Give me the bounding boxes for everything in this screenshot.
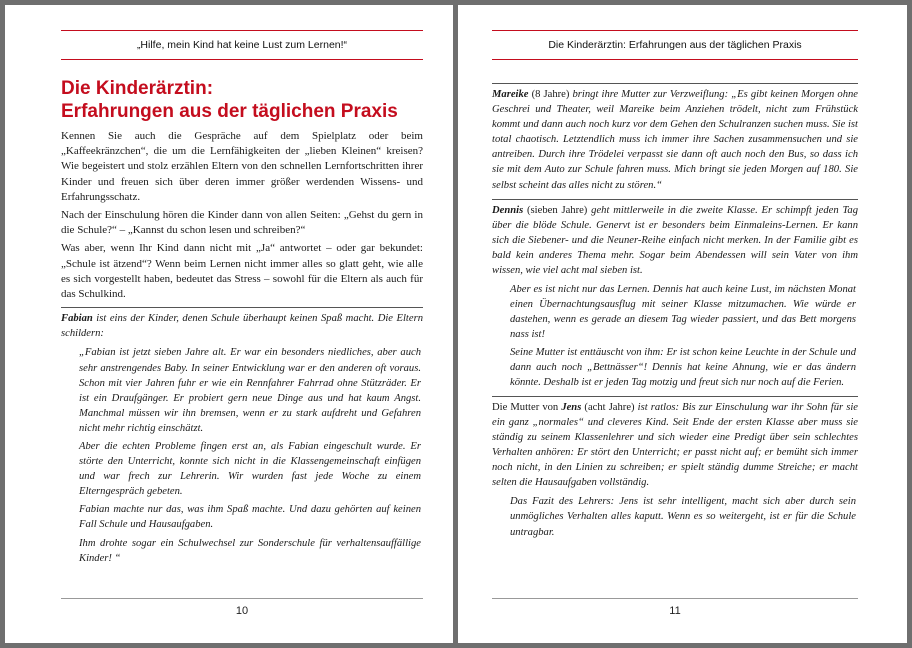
paragraph: Nach der Einschulung hören die Kinder dann von allen Seiten: „Gehst du gern in die Schule?“ – „Kannst du schon lesen und schreiben?“: [61, 209, 423, 237]
quote-paragraph: Aber es ist nicht nur das Lernen. Dennis hat auch keine Lust, im nächsten Monat einen Übernachtungsausflug mit seiner Klasse mitzumachen. Wie würde er dastehen, wenn es gerade an diesem Tag wieder passiert, und das Bett morgens nass ist!: [510, 284, 856, 341]
case-body: bringt ihre Mutter zur Verzweiflung: „Es gibt keinen Morgen ohne Geschrei und Theater, weil Mareike beim Anziehen trödelt, nicht zum Frühstück kommt und dann auch noch kurz vor dem Gehen den Schulranzen suchen muss. Sie ist total chaotisch. Letztendlich muss ich immer ihre Sachen zusammensuchen und sie antreiben. Durch ihre Trödelei verpasst sie dann oft auch noch den Bus, so dass ich sie mit dem Auto zur Schule fahren muss. Mich bringt sie jeden Morgen auf 180. Sie selbst scheint das alles nicht zu stören.“: [492, 89, 858, 191]
case-name: Fabian: [61, 313, 93, 325]
quote-paragraph: Ihm drohte sogar ein Schulwechsel zur Sonderschule für verhaltensauffällige Kinder! “: [79, 537, 421, 564]
case-intro-text: ist eins der Kinder, denen Schule überhaupt keinen Spaß macht. Die Eltern schildern:: [61, 313, 423, 340]
paragraph: Kennen Sie auch die Gespräche auf dem Spielplatz oder beim „Kaffeekränzchen“, die um die Lernfähigkeiten der „lieben Kleinen“ kreisen? Wie begeistert und stolz erzählen Eltern von den schnellen Lernfortschritten ihrer Kinder und freuen sich über deren immer größer werdenden Wissens- und Erfahrungsschatz.: [61, 130, 423, 203]
chapter-title: [61, 77, 423, 123]
case-fabian: [61, 307, 423, 566]
chapter-title-line-1: Die Kinderärztin:: [61, 78, 214, 99]
quote-paragraph: „Fabian ist jetzt sieben Jahre alt. Er war ein besonders niedliches, aber auch sehr anstrengendes Baby. In seiner Entwicklung war er den anderen oft voraus. Schon mit vier Jahren fuhr er wie ein Rennfahrer Fahrrad ohne Stützräder. Er ist ein Draufgänger. Er probiert gern neue Dinge aus und hat kaum Angst. Manchmal müssen wir ihn bremsen, wenn er zu stark aufdreht und Gefahren nicht mehr richtig einschätzt.: [79, 347, 421, 434]
case-text: [492, 203, 858, 278]
case-name: Jens: [561, 401, 582, 413]
page-number: 10: [61, 598, 423, 622]
case-name: Dennis: [492, 204, 524, 216]
case-dennis: [492, 199, 858, 390]
case-body: ist ratlos: Bis zur Einschulung war ihr Sohn für sie ein ganz „normales“ und cleveres Kind. Seit Ende der ersten Klasse aber muss sie ständig zu seinem Klassenlehrer und sich wieder eine Predigt über sein schlechtes Verhalten anhören: Er stört den Unterricht; er passt nicht auf; er bemüht sich immer noch nicht, in den Linien zu schreiben; er spielt ständig dumme Streiche; er macht selten die Hausaufgaben vollständig.: [492, 401, 858, 489]
case-pre: Die Mutter von: [492, 401, 562, 413]
running-header: „Hilfe, mein Kind hat keine Lust zum Lernen!“: [61, 30, 423, 60]
left-page: [5, 5, 453, 643]
case-text: [492, 87, 858, 193]
quote-paragraph: Seine Mutter ist enttäuscht von ihm: Er ist schon keine Leuchte in der Schule und dann auch noch „Bettnässer“! Dennis hat keine Ahnung, wie er das ändern könnte. Deshalb ist er jeden Tag motzig und freut sich nur noch auf die Ferien.: [510, 346, 856, 388]
case-mareike: [492, 83, 858, 193]
page-content: [492, 83, 858, 540]
case-name: Mareike: [492, 89, 529, 100]
quote-paragraph: Aber die echten Probleme fingen erst an, als Fabian eingeschult wurde. Er störte den Unterricht, konnte sich nicht in die Klassengemeinschaft einfügen und war frech zur Lehrerin. Wir wurden fast jede Woche zu einem Elterngespräch gebeten.: [79, 440, 421, 498]
right-page: [458, 5, 907, 643]
paragraph: Was aber, wenn Ihr Kind dann nicht mit „Ja“ antwortet – oder gar bekundet: „Schule ist ätzend“? Wenn beim Lernen nicht immer alles so glatt geht, wie alle es sich vorgestellt haben, bedeutet das Stress – sowohl für die Eltern als auch für das Schulkind.: [61, 242, 423, 301]
case-text: [492, 400, 858, 491]
case-age: (sieben Jahre): [523, 204, 588, 216]
case-intro: [61, 311, 423, 341]
chapter-title-line-2: Erfahrungen aus der täglichen Praxis: [61, 101, 398, 122]
page-content: [61, 77, 423, 566]
quote-paragraph: Das Fazit des Lehrers: Jens ist sehr intelligent, macht sich aber durch sein unmögliches Verhalten alles kaputt. Wenn es so weitergeht, ist er für die Schule untragbar.: [510, 496, 856, 538]
case-jens: [492, 396, 858, 540]
case-age: (8 Jahre): [528, 89, 570, 100]
case-body: geht mittlerweile in die zweite Klasse. Er schimpft jeden Tag über die blöde Schule. Genervt ist er besonders beim Einmaleins-Lernen. Er kann sich die Siebener- und die Neuner-Reihe einfach nicht merken. In der Familie gibt es bald kein anderes Thema mehr. Sogar beim Abendessen will sein Vater von ihm wissen, wie viel acht mal sieben ist.: [492, 204, 858, 277]
page-number: 11: [492, 598, 858, 622]
quote-paragraph: Fabian machte nur das, was ihm Spaß machte. Und dazu gehörten auf keinen Fall Schule und Hausaufgaben.: [79, 504, 421, 531]
running-header: Die Kinderärztin: Erfahrungen aus der täglichen Praxis: [492, 30, 858, 60]
intro-text: [61, 129, 423, 302]
case-age: (acht Jahre): [581, 401, 635, 413]
